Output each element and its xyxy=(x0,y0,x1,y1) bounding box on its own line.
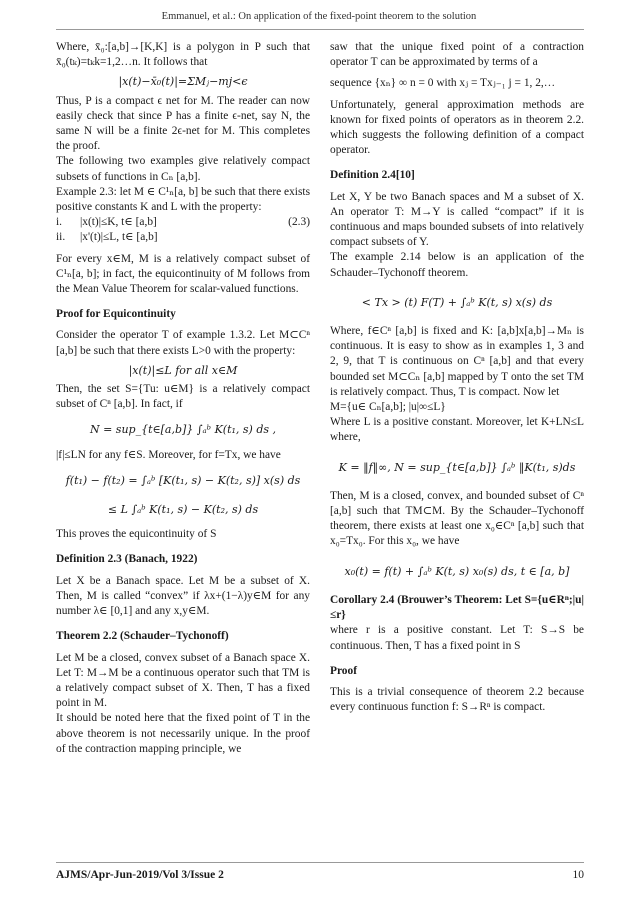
section-heading: Proof xyxy=(330,664,357,677)
equation: N = sup_{t∈[a,b]} ∫ₐᵇ K(t₁, s) ds , xyxy=(89,423,277,437)
paragraph: Unfortunately, general approximation methods are known for fixed points of operators as in theorem 2.2. which suggests the following definition of a compact operator. xyxy=(330,98,584,157)
page-number: 10 xyxy=(572,869,584,881)
section-heading: Corollary 2.4 (Brouwer’s Theorem: Let S={u∈Rⁿ;|u|≤r} xyxy=(330,593,584,622)
list-item xyxy=(56,215,310,230)
paragraph: Example 2.3: let M ∈ C¹ₙ[a, b] be such that there exists positive constants K and L with the property: xyxy=(56,185,310,214)
paragraph: Let X be a Banach space. Let M be a subset of X. Then, M is called “convex” if λx+(1−λ)y∈M for any number λ∈ [0,1] and any x,y∈M. xyxy=(56,574,310,618)
paragraph: Where, x̄₀:[a,b]→[K,K] is a polygon in P such that x̄₀(tₖ)=tₖk=1,2…n. It follows that xyxy=(56,41,310,69)
journal-citation: AJMS/Apr-Jun-2019/Vol 3/Issue 2 xyxy=(56,869,224,881)
equation: K = ‖f‖∞, N = sup_{t∈[a,b]} ∫ₐᵇ ‖K(t₁, s)ds xyxy=(338,460,576,474)
section-heading: Definition 2.4[10] xyxy=(330,169,415,182)
left-column xyxy=(56,40,310,757)
list-marker: i. xyxy=(56,216,63,229)
list-text: |x'(t)|≤L, t∈ [a,b] xyxy=(80,231,158,244)
paragraph: Where, f∈Cⁿ [a,b] is fixed and K: [a,b]x[a,b]→Mₙ is continuous. It is easy to show as in examples 1, 3 and 2, 9, that T is continuous on Cⁿ [a,b] and that every bounded set M⊂Cₙ [a,b] mapped by T onto the set TM is relatively compact. Thus, T is compact. Now let xyxy=(330,325,584,398)
paragraph: |f|≤LN for any f∈S. Moreover, for f=Tx, we have xyxy=(56,448,281,461)
paragraph: The example 2.14 below is an application of the Schauder–Tychonoff theorem. xyxy=(330,251,584,279)
section-heading: Theorem 2.2 (Schauder–Tychonoff) xyxy=(56,630,229,643)
equation: < Tx > (t) F(T) + ∫ₐᵇ K(t, s) x(s) ds xyxy=(361,295,553,309)
paragraph: Then, M is a closed, convex, and bounded subset of Cⁿ [a,b] such that TM⊂M. By the Schauder–Tychonoff theorem, there exists at least one x₀∈Cⁿ [a,b] such that x₀=Tx₀. For this x₀, we have xyxy=(330,489,584,548)
header-rule xyxy=(56,29,584,30)
paragraph: saw that the unique fixed point of a contraction operator T can be approximated by terms of a xyxy=(330,41,584,69)
paragraph: Let X, Y be two Banach spaces and M a subset of X. An operator T: M→Y is called “compact” if it is continuous and maps bounded subsets of into relatively compact subsets of Y. xyxy=(330,190,584,249)
paragraph: This is a trivial consequence of theorem 2.2 because every continuous function f: S→Rⁿ is compact. xyxy=(330,685,584,714)
equation-number: (2.3) xyxy=(288,216,310,229)
paragraph: M={u∈ Cₙ[a,b]; |u|∞≤L} xyxy=(330,401,446,414)
list-item xyxy=(56,230,310,245)
paragraph: Let M be a closed, convex subset of a Banach space X. Let T: M→M be a continuous operator such that TM is a relatively compact subset of X. Then, T has a fixed point in M. xyxy=(56,651,310,710)
paragraph: where r is a positive constant. Let T: S→S be continuous. Then, T has a fixed point in S xyxy=(330,624,584,652)
equation: |x(t)−x̄₀(t)|=ΣMⱼ−mj<ϵ xyxy=(118,75,248,89)
equation: x₀(t) = f(t) + ∫ₐᵇ K(t, s) x₀(s) ds, t ∈ [a, b] xyxy=(344,564,570,578)
paragraph: The following two examples give relatively compact subsets of functions in Cₙ [a,b]. xyxy=(56,155,310,183)
paragraph: Then, the set S={Tu: u∈M} is a relatively compact subset of Cⁿ [a,b]. In fact, if xyxy=(56,383,310,411)
equation: |x(t)|≤L for all x∈M xyxy=(128,363,238,377)
running-header: Emmanuel, et al.: On application of the fixed-point theorem to the solution xyxy=(161,11,477,22)
right-column xyxy=(330,40,584,715)
list-marker: ii. xyxy=(56,231,66,244)
paragraph: For every x∈M, M is a relatively compact subset of C¹ₙ[a, b]; in fact, the equicontinuity of M follows from the Mean Value Theorem for scalar-valued functions. xyxy=(56,252,310,296)
list-text: |x(t)|≤K, t∈ [a,b] xyxy=(80,216,157,229)
equation: ≤ L ∫ₐᵇ K(t₁, s) − K(t₂, s) ds xyxy=(107,503,259,517)
paragraph: sequence {xₙ} ∞ n = 0 with xⱼ = Txⱼ₋₁ j = 1, 2,… xyxy=(330,77,556,90)
paragraph: This proves the equicontinuity of S xyxy=(56,528,217,541)
paragraph: Consider the operator T of example 1.3.2. Let M⊂Cⁿ [a,b] be such that there exists L>0 with the property: xyxy=(56,329,310,357)
paragraph: Thus, P is a compact ϵ net for M. The reader can now easily check that since P has a finite ϵ-net, say N, the same N will be a finite 2ϵ-net for M. This completes the proof. xyxy=(56,94,310,153)
paragraph: It should be noted here that the fixed point of T in the above theorem is not necessarily unique. In the proof of the contraction mapping principle, we xyxy=(56,712,310,755)
footer-rule xyxy=(56,862,584,863)
section-heading: Proof for Equicontinuity xyxy=(56,308,176,321)
section-heading: Definition 2.3 (Banach, 1922) xyxy=(56,553,198,566)
equation: f(t₁) − f(t₂) = ∫ₐᵇ [K(t₁, s) − K(t₂, s)] x(s) ds xyxy=(65,473,301,487)
paragraph: Where L is a positive constant. Moreover, let K+LN≤L where, xyxy=(330,416,584,444)
